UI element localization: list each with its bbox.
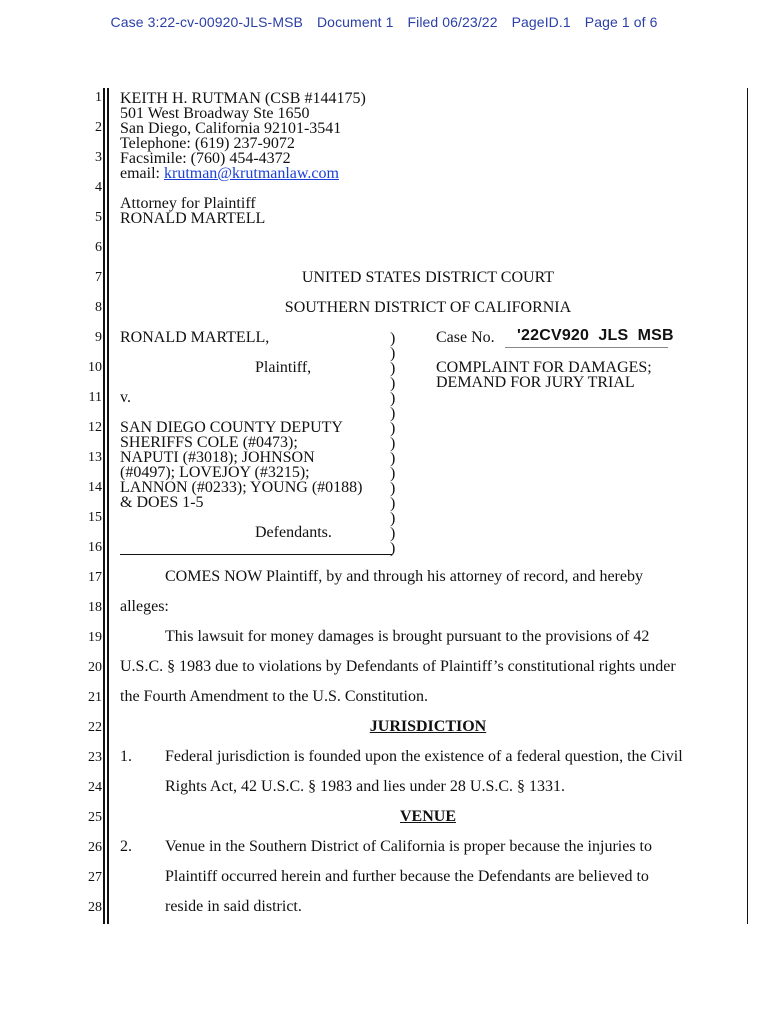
- line-number: 12: [88, 420, 102, 435]
- line-number: 23: [88, 750, 102, 765]
- defendant-line: LANNON (#0233); YOUNG (#0188): [120, 479, 363, 496]
- defendant-line: SAN DIEGO COUNTY DEPUTY: [120, 419, 343, 436]
- line-number: 22: [88, 720, 102, 735]
- line-number: 20: [88, 660, 102, 675]
- stamp-pageid: PageID.1: [511, 14, 571, 30]
- item-line: Rights Act, 42 U.S.C. § 1983 and lies under 28 U.S.C. § 1331.: [165, 778, 566, 795]
- caption-paren: ): [390, 405, 396, 422]
- defendants-role: Defendants.: [255, 524, 332, 541]
- attorney-address-line2: San Diego, California 92101-3541: [120, 120, 342, 137]
- line-number: 10: [88, 360, 102, 375]
- stamp-case: Case 3:22-cv-00920-JLS-MSB: [110, 14, 303, 30]
- item-number: 1.: [120, 748, 132, 765]
- left-margin-rule-inner: [107, 88, 109, 924]
- line-number: 19: [88, 630, 102, 645]
- item-line: Plaintiff occurred herein and further because the Defendants are believed to: [165, 868, 649, 885]
- line-number: 21: [88, 690, 102, 705]
- attorney-name: KEITH H. RUTMAN (CSB #144175): [120, 90, 366, 107]
- complaint-title-line2: DEMAND FOR JURY TRIAL: [436, 374, 635, 391]
- stamp-document: Document 1: [316, 14, 394, 30]
- attorney-address-line1: 501 West Broadway Ste 1650: [120, 105, 310, 122]
- caption-paren: ): [390, 465, 396, 482]
- caption-paren: ): [390, 480, 396, 497]
- line-number: 7: [95, 270, 102, 285]
- caption-paren: ): [390, 390, 396, 407]
- left-margin-rule-outer: [103, 88, 105, 924]
- filing-stamp: [0, 14, 768, 30]
- line-number: 18: [88, 600, 102, 615]
- caption-paren: ): [390, 345, 396, 362]
- defendant-line: (#0497); LOVEJOY (#3215);: [120, 464, 310, 481]
- paragraph-line: the Fourth Amendment to the U.S. Constitution.: [120, 688, 428, 705]
- intro-paragraph-line: COMES NOW Plaintiff, by and through his attorney of record, and hereby: [165, 568, 643, 585]
- line-number: 3: [95, 150, 102, 165]
- attorney-facsimile: Facsimile: (760) 454-4372: [120, 150, 291, 167]
- plaintiff-role: Plaintiff,: [255, 359, 312, 376]
- line-number: 2: [95, 120, 102, 135]
- complaint-title-line1: COMPLAINT FOR DAMAGES;: [436, 359, 652, 376]
- caption-paren: ): [390, 420, 396, 437]
- case-no-label: Case No.: [436, 329, 495, 346]
- caption-paren: ): [390, 510, 396, 527]
- caption-underline: [120, 554, 392, 555]
- court-name: UNITED STATES DISTRICT COURT: [301, 269, 555, 286]
- caption-paren: ): [390, 450, 396, 467]
- case-no-underline: [505, 347, 668, 348]
- defendant-line: NAPUTI (#3018); JOHNSON: [120, 449, 315, 466]
- attorney-for-label: Attorney for Plaintiff: [120, 195, 256, 212]
- caption-paren: ): [390, 525, 396, 542]
- paragraph-line: U.S.C. § 1983 due to violations by Defendants of Plaintiff’s constitutional rights under: [120, 658, 676, 675]
- item-line: reside in said district.: [165, 898, 302, 915]
- plaintiff-name: RONALD MARTELL,: [120, 329, 270, 346]
- versus: v.: [120, 389, 131, 406]
- court-district: SOUTHERN DISTRICT OF CALIFORNIA: [284, 299, 572, 316]
- paragraph-line: This lawsuit for money damages is brought pursuant to the provisions of 42: [165, 628, 650, 645]
- item-line: Federal jurisdiction is founded upon the existence of a federal question, the Civil: [165, 748, 683, 765]
- line-number: 9: [95, 330, 102, 345]
- line-number: 1: [95, 90, 102, 105]
- attorney-telephone: Telephone: (619) 237-9072: [120, 135, 295, 152]
- item-number: 2.: [120, 838, 132, 855]
- stamp-page: Page 1 of 6: [584, 14, 658, 30]
- right-margin-rule: [747, 88, 748, 924]
- attorney-client-name: RONALD MARTELL: [120, 210, 266, 227]
- caption-paren: ): [390, 540, 396, 557]
- section-heading-jurisdiction: JURISDICTION: [369, 718, 487, 735]
- line-number: 17: [88, 570, 102, 585]
- defendant-line: & DOES 1-5: [120, 494, 204, 511]
- line-number: 14: [88, 480, 102, 495]
- intro-paragraph-line: alleges:: [120, 598, 169, 615]
- attorney-email-line: [120, 166, 339, 181]
- email-label: email:: [120, 165, 164, 182]
- line-number: 25: [88, 810, 102, 825]
- caption-paren: ): [390, 375, 396, 392]
- case-number-stamp: '22CV920 JLS MSB: [517, 327, 674, 344]
- line-number: 5: [95, 210, 102, 225]
- caption-paren: ): [390, 435, 396, 452]
- caption-paren: ): [390, 495, 396, 512]
- line-number: 4: [95, 180, 102, 195]
- line-number: 16: [88, 540, 102, 555]
- caption-paren: ): [390, 360, 396, 377]
- line-number: 24: [88, 780, 102, 795]
- line-number: 15: [88, 510, 102, 525]
- line-number: 13: [88, 450, 102, 465]
- line-number: 27: [88, 870, 102, 885]
- line-number: 26: [88, 840, 102, 855]
- line-number: 28: [88, 900, 102, 915]
- line-number: 11: [88, 390, 102, 405]
- caption-paren: ): [390, 330, 396, 347]
- line-number: 6: [95, 240, 102, 255]
- line-number: 8: [95, 300, 102, 315]
- defendant-line: SHERIFFS COLE (#0473);: [120, 434, 298, 451]
- item-line: Venue in the Southern District of California is proper because the injuries to: [165, 838, 652, 855]
- email-link[interactable]: krutman@krutmanlaw.com: [163, 165, 339, 182]
- section-heading-venue: VENUE: [399, 808, 456, 825]
- stamp-filed: Filed 06/23/22: [407, 14, 498, 30]
